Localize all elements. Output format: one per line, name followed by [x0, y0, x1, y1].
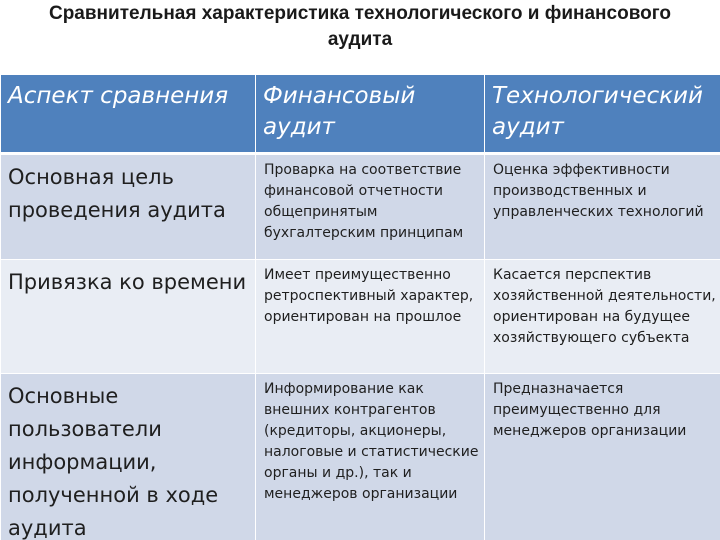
row-financial: Имеет преимущественно ретроспективный характер, ориентирован на прошлое	[256, 260, 485, 374]
table-header-row	[1, 75, 720, 154]
table-row	[1, 154, 720, 260]
title-line-1: Сравнительная характеристика технологического и финансового	[48, 3, 672, 24]
slide-title	[0, 0, 720, 53]
table-row	[1, 260, 720, 374]
header-technological: Технологический аудит	[485, 75, 720, 154]
title-line-2: аудита	[327, 29, 393, 50]
header-aspect: Аспект сравнения	[1, 75, 256, 154]
table-row	[1, 374, 720, 540]
row-financial: Проварка на соответствие финансовой отчетности общепринятым бухгалтерским принципам	[256, 154, 485, 260]
row-financial: Информирование как внешних контрагентов (кредиторы, акционеры, налоговые и статистические органы и др.), так и менеджеров организации	[256, 374, 485, 540]
row-technological: Касается перспектив хозяйственной деятельности, ориентирован на будущее хозяйствующего субъекта	[485, 260, 720, 374]
header-financial: Финансовый аудит	[256, 75, 485, 154]
row-aspect: Привязка ко времени	[1, 260, 256, 374]
row-aspect: Основные пользователи информации, полученной в ходе аудита	[1, 374, 256, 540]
comparison-table	[0, 74, 720, 540]
row-technological: Оценка эффективности производственных и управленческих технологий	[485, 154, 720, 260]
row-aspect: Основная цель проведения аудита	[1, 154, 256, 260]
row-technological: Предназначается преимущественно для менеджеров организации	[485, 374, 720, 540]
